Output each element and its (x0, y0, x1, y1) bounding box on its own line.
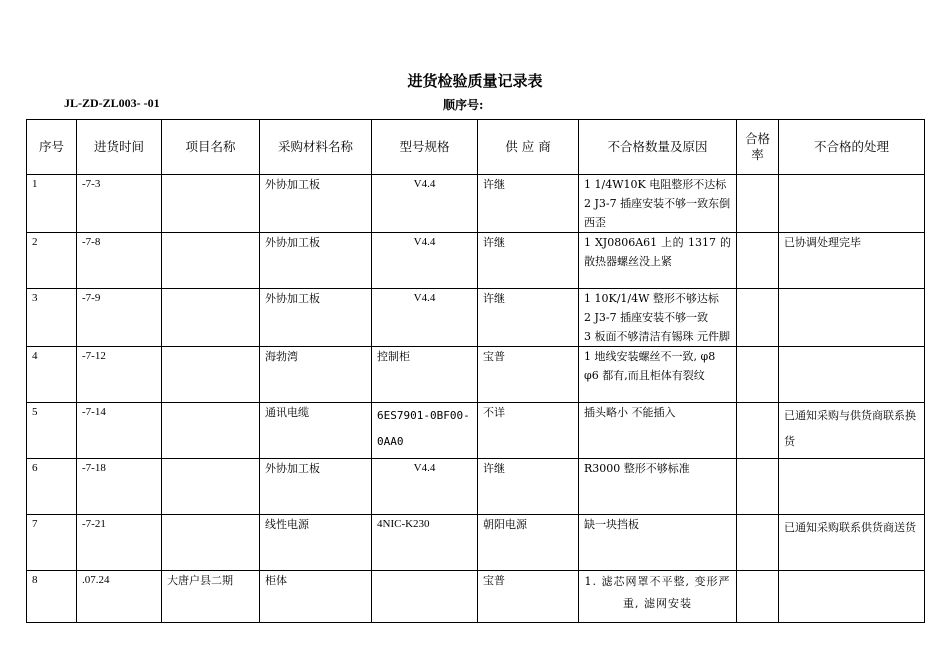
handling (779, 571, 925, 623)
handling (779, 175, 925, 233)
defect-line: 1 地线安装螺丝不一致, φ8 φ6 都有,而且柜体有裂纹 (584, 350, 716, 382)
model-spec: 6ES7901-0BF00-0AA0 (372, 403, 478, 459)
material-name: 海勃湾 (260, 347, 372, 403)
table-row (27, 403, 925, 459)
supplier: 宝普 (478, 347, 579, 403)
inspection-record-table (26, 119, 925, 623)
pass-rate (737, 515, 779, 571)
supplier: 许继 (478, 289, 579, 347)
material-name: 外协加工板 (260, 289, 372, 347)
defect-reason (579, 403, 737, 459)
column-header: 项目名称 (162, 120, 260, 175)
row-number: 1 (27, 175, 77, 233)
pass-rate (737, 403, 779, 459)
project-name (162, 347, 260, 403)
supplier: 许继 (478, 175, 579, 233)
handling (779, 459, 925, 515)
handling: 已通知采购联系供货商送货 (779, 515, 925, 571)
handling (779, 347, 925, 403)
table-row (27, 175, 925, 233)
page-title: 进货检验质量记录表 (407, 72, 543, 90)
project-name: 大唐户县二期 (162, 571, 260, 623)
project-name (162, 289, 260, 347)
arrival-date: -7-21 (77, 515, 162, 571)
defect-line: 2 J3-7 插座安装不够一致 (584, 311, 709, 324)
column-header: 供 应 商 (478, 120, 579, 175)
arrival-date: -7-12 (77, 347, 162, 403)
defect-reason (579, 175, 737, 233)
supplier: 许继 (478, 459, 579, 515)
model-spec: V4.4 (372, 175, 478, 233)
project-name (162, 403, 260, 459)
handling: 已通知采购与供货商联系换货 (779, 403, 925, 459)
column-header: 进货时间 (77, 120, 162, 175)
pass-rate (737, 175, 779, 233)
arrival-date: -7-8 (77, 233, 162, 289)
column-header: 序号 (27, 120, 77, 175)
defect-reason (579, 515, 737, 571)
handling (779, 289, 925, 347)
row-number: 3 (27, 289, 77, 347)
arrival-date: -7-14 (77, 403, 162, 459)
supplier: 不详 (478, 403, 579, 459)
defect-reason (579, 571, 737, 623)
project-name (162, 515, 260, 571)
arrival-date: .07.24 (77, 571, 162, 623)
defect-line: 缺一块挡板 (584, 518, 639, 531)
table-header-row (27, 120, 925, 175)
sequence-number-label: 顺序号: (443, 98, 484, 112)
model-spec: V4.4 (372, 459, 478, 515)
model-spec: V4.4 (372, 289, 478, 347)
row-number: 2 (27, 233, 77, 289)
material-name: 外协加工板 (260, 175, 372, 233)
project-name (162, 233, 260, 289)
material-name: 柜体 (260, 571, 372, 623)
material-name: 外协加工板 (260, 233, 372, 289)
table-row (27, 459, 925, 515)
model-spec: V4.4 (372, 233, 478, 289)
column-header: 采购材料名称 (260, 120, 372, 175)
table-row (27, 233, 925, 289)
handling: 已协调处理完毕 (779, 233, 925, 289)
table-row (27, 515, 925, 571)
row-number: 4 (27, 347, 77, 403)
arrival-date: -7-9 (77, 289, 162, 347)
pass-rate (737, 459, 779, 515)
defect-line: 1. 滤芯网罩不平整, 变形严重, 滤网安装 (584, 575, 731, 610)
column-header: 不合格数量及原因 (579, 120, 737, 175)
material-name: 线性电源 (260, 515, 372, 571)
defect-line: 1 XJ0806A61 上的 1317 的散热器螺丝没上紧 (584, 236, 731, 268)
document-number: JL-ZD-ZL003- -01 (64, 96, 160, 110)
supplier: 朝阳电源 (478, 515, 579, 571)
table-row (27, 571, 925, 623)
model-spec: 4NIC-K230 (372, 515, 478, 571)
column-header: 合格率 (737, 120, 779, 175)
project-name (162, 175, 260, 233)
column-header: 型号规格 (372, 120, 478, 175)
supplier: 许继 (478, 233, 579, 289)
row-number: 5 (27, 403, 77, 459)
table-row (27, 289, 925, 347)
table-row (27, 347, 925, 403)
row-number: 6 (27, 459, 77, 515)
row-number: 8 (27, 571, 77, 623)
supplier: 宝普 (478, 571, 579, 623)
project-name (162, 459, 260, 515)
defect-line: 2 J3-7 插座安装不够一致东倒西歪 (584, 197, 731, 229)
model-spec: 控制柜 (372, 347, 478, 403)
defect-line: 1 1/4W10K 电阻整形不达标 (584, 178, 727, 191)
defect-line: 插头略小 不能插入 (584, 406, 676, 419)
defect-reason (579, 459, 737, 515)
arrival-date: -7-18 (77, 459, 162, 515)
defect-reason (579, 347, 737, 403)
column-header: 不合格的处理 (779, 120, 925, 175)
defect-reason (579, 289, 737, 347)
pass-rate (737, 571, 779, 623)
defect-line: 3 板面不够清洁有锡珠 元件脚 (584, 330, 730, 343)
material-name: 外协加工板 (260, 459, 372, 515)
arrival-date: -7-3 (77, 175, 162, 233)
row-number: 7 (27, 515, 77, 571)
defect-line: R3000 整形不够标准 (584, 462, 690, 475)
pass-rate (737, 289, 779, 347)
material-name: 通讯电缆 (260, 403, 372, 459)
pass-rate (737, 233, 779, 289)
model-spec (372, 571, 478, 623)
defect-reason (579, 233, 737, 289)
pass-rate (737, 347, 779, 403)
defect-line: 1 10K/1/4W 整形不够达标 (584, 292, 719, 305)
